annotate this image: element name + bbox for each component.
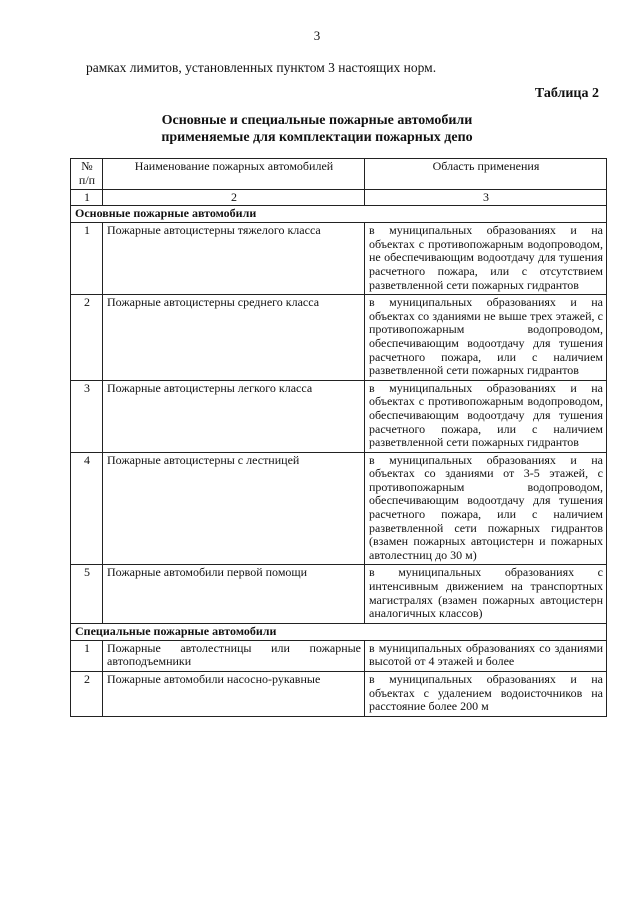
table-row [71, 565, 607, 623]
row-number: 2 [71, 295, 103, 381]
application-area: в муниципальных образованиях и на объектах со зданиями не выше трех этажей, с противопожарным водопроводом, обеспечивающим водоотдачу для тушения расчетного пожара, или с наличием разветвленной сети пожарных гидрантов [365, 295, 607, 381]
header-name: Наименование пожарных автомобилей [103, 159, 365, 190]
vehicles-table-body [71, 159, 607, 717]
row-number: 3 [71, 380, 103, 452]
section-header-row [71, 623, 607, 640]
table-label: Таблица 2 [534, 86, 599, 101]
table-row [71, 640, 607, 671]
row-number: 1 [71, 640, 103, 671]
vehicle-name: Пожарные автоцистерны легкого класса [103, 380, 365, 452]
row-number: 2 [71, 672, 103, 717]
row-number: 5 [71, 565, 103, 623]
header-area: Область применения [365, 159, 607, 190]
application-area: в муниципальных образованиях и на объектах с противопожарным водопроводом, обеспечивающим водоотдачу для тушения расчетного пожара, или с наличием разветвленной сети пожарных гидрантов [365, 380, 607, 452]
vehicle-name: Пожарные автоцистерны среднего класса [103, 295, 365, 381]
vehicles-table [70, 158, 607, 717]
vehicle-name: Пожарные автоцистерны с лестницей [103, 452, 365, 565]
section-title: Основные пожарные автомобили [71, 206, 607, 223]
application-area: в муниципальных образованиях и на объектах со зданиями от 3-5 этажей, с противопожарным водопроводом, обеспечивающим водоотдачу для тушения расчетного пожара, или с наличием разветвленной сети пожарных гидрантов (взамен пожарных автоцистерн и пожарных автолестниц до 30 м) [365, 452, 607, 565]
section-title: Специальные пожарные автомобили [71, 623, 607, 640]
section-header-row [71, 206, 607, 223]
application-area: в муниципальных образованиях со зданиями высотой от 4 этажей и более [365, 640, 607, 671]
table-row [71, 380, 607, 452]
row-number: 1 [71, 223, 103, 295]
column-number-row [71, 190, 607, 206]
application-area: в муниципальных образованиях и на объектах с удалением водоисточников на расстояние более 200 м [365, 672, 607, 717]
vehicle-name: Пожарные автомобили насосно-рукавные [103, 672, 365, 717]
table-row [71, 672, 607, 717]
vehicle-name: Пожарные автолестницы или пожарные автоподъемники [103, 640, 365, 671]
table-title [0, 112, 634, 146]
column-number: 3 [365, 190, 607, 206]
page-number: 3 [313, 28, 321, 43]
application-area: в муниципальных образованиях с интенсивным движением на транспортных магистралях (взамен пожарных автоцистерн аналогичных классов) [365, 565, 607, 623]
column-number: 2 [103, 190, 365, 206]
intro-text: рамках лимитов, установленных пунктом 3 настоящих норм. [86, 60, 437, 75]
row-number: 4 [71, 452, 103, 565]
column-number: 1 [71, 190, 103, 206]
table-header-row [71, 159, 607, 190]
table-row [71, 452, 607, 565]
table-title-line-2: применяемые для комплектации пожарных депо [161, 130, 473, 145]
application-area: в муниципальных образованиях и на объектах с противопожарным водопроводом, не обеспечивающим водоотдачу для тушения расчетного пожара, или с отсутствием разветвленной сети пожарных гидрантов [365, 223, 607, 295]
table-row [71, 223, 607, 295]
vehicle-name: Пожарные автомобили первой помощи [103, 565, 365, 623]
vehicle-name: Пожарные автоцистерны тяжелого класса [103, 223, 365, 295]
table-row [71, 295, 607, 381]
header-num: № п/п [71, 159, 103, 190]
table-title-line-1: Основные и специальные пожарные автомобили [161, 113, 473, 128]
